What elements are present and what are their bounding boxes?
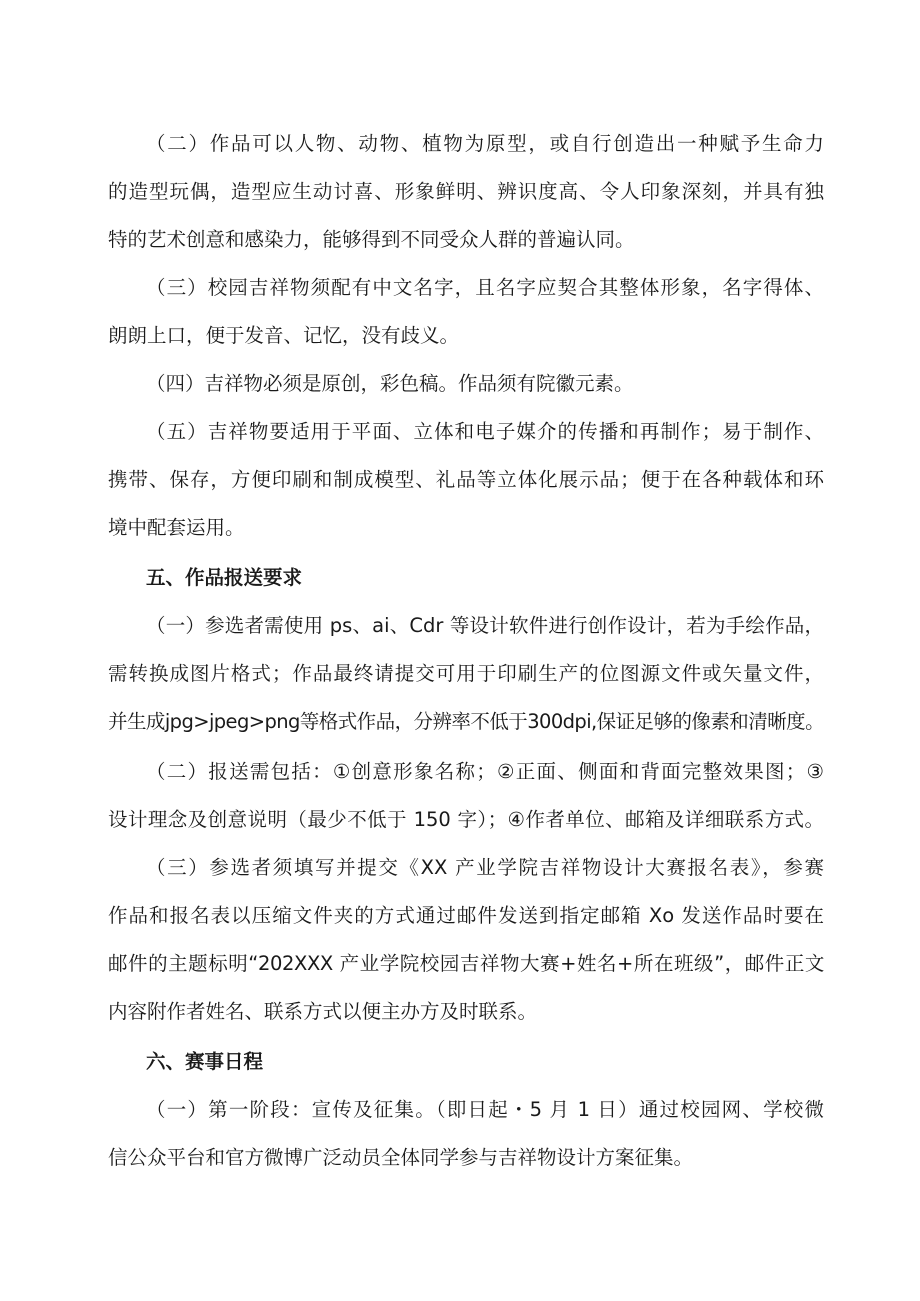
paragraph-line: 需转换成图片格式；作品最终请提交可用于印刷生产的位图源文件或矢量文件， [108,662,824,685]
paragraph-line: （四）吉祥物必须是原创，彩色稿。作品须有院徽元素。 [146,372,634,395]
paragraph-line: （三）参选者须填写并提交《XX 产业学院吉祥物设计大赛报名表》，参赛 [146,856,824,879]
paragraph-line: （二）报送需包括：①创意形象名称；②正面、侧面和背面完整效果图；③ [146,760,824,783]
paragraph-line: 设计理念及创意说明（最少不低于 150 字）；④作者单位、邮箱及详细联系方式。 [108,808,824,831]
paragraph-line: （一）参选者需使用 ps、ai、Cdr 等设计软件进行创作设计，若为手绘作品， [146,614,824,637]
paragraph-line: 朗朗上口，便于发音、记忆，没有歧义。 [108,324,460,347]
paragraph-line: 携带、保存，方便印刷和制成模型、礼品等立体化展示品；便于在各种载体和环 [108,468,824,491]
paragraph-line: 的造型玩偶，造型应生动讨喜、形象鲜明、辨识度高、令人印象深刻，并具有独 [108,180,824,203]
paragraph-line: 邮件的主题标明“202XXX 产业学院校园吉祥物大赛+姓名+所在班级”，邮件正文 [108,952,824,975]
paragraph-line: （五）吉祥物要适用于平面、立体和电子媒介的传播和再制作；易于制作、 [146,420,824,443]
paragraph-line: （三）校园吉祥物须配有中文名字，且名字应契合其整体形象，名字得体、 [146,276,824,299]
paragraph-line: 作品和报名表以压缩文件夹的方式通过邮件发送到指定邮箱 Xo 发送作品时要在 [108,904,824,927]
paragraph-line: 特的艺术创意和感染力，能够得到不同受众人群的普遍认同。 [108,228,635,251]
paragraph-line: 内容附作者姓名、联系方式以便主办方及时联系。 [108,1000,538,1023]
paragraph-line: 信公众平台和官方微博广泛动员全体同学参与吉祥物设计方案征集。 [108,1146,694,1169]
paragraph-line: （二）作品可以人物、动物、植物为原型，或自行创造出一种赋予生命力 [146,132,824,155]
paragraph-line: 境中配套运用。 [108,516,245,539]
section-heading: 五、作品报送要求 [146,566,303,589]
paragraph-line: （一）第一阶段：宣传及征集。（即日起・5 月 1 日）通过校园网、学校微 [146,1098,824,1121]
section-heading: 六、赛事日程 [146,1050,264,1073]
paragraph-line: 并生成jpg>jpeg>png等格式作品，分辨率不低于300dpi,保证足够的像素和清晰度。 [108,710,824,733]
